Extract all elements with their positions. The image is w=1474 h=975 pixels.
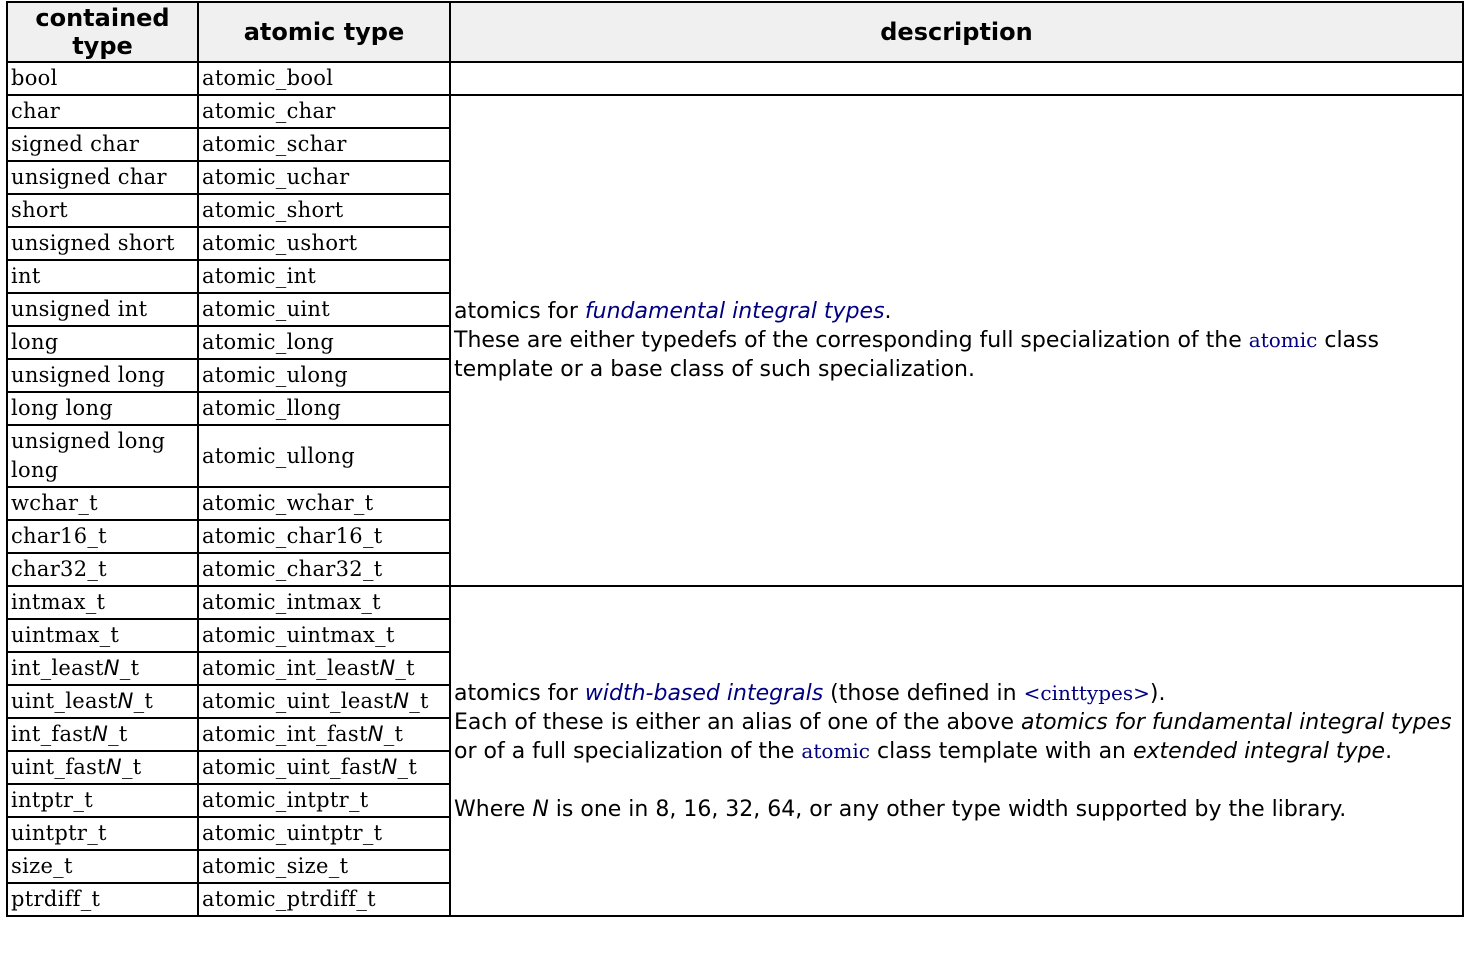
atomic-type-cell: atomic_ptrdiff_t [198,883,450,916]
width-desc-line3: Where N is one in 8, 16, 32, 64, or any other type width supported by the library. [454,796,1347,822]
header-contained-type: contained type [7,2,198,62]
atomic-type-cell: atomic_intmax_t [198,586,450,619]
header-atomic-type: atomic type [198,2,450,62]
atomics-table [6,1,1464,917]
contained-type-cell: intmax_t [7,586,198,619]
atomic-type-cell: atomic_llong [198,392,450,425]
atomic-type-cell: atomic_int_fastN_t [198,718,450,751]
fundamental-description-cell [450,95,1463,586]
atomic-type-cell: atomic_ullong [198,425,450,487]
contained-type-cell: unsigned short [7,227,198,260]
contained-type-cell: int_fastN_t [7,718,198,751]
atomic-type-cell: atomic_int [198,260,450,293]
atomic-class-link[interactable]: atomic [1248,328,1318,352]
atomic-type-cell: atomic_intptr_t [198,784,450,817]
atomic-type-cell: atomic_uint_fastN_t [198,751,450,784]
fundamental-integral-types-link[interactable]: fundamental integral types [584,299,885,324]
atomic-type-cell: atomic_ushort [198,227,450,260]
description-cell-empty [450,62,1463,95]
contained-type-cell: short [7,194,198,227]
header-description: description [450,2,1463,62]
contained-type-cell: uint_leastN_t [7,685,198,718]
table-row [7,62,1463,95]
atomic-type-cell: atomic_schar [198,128,450,161]
contained-type-cell: long [7,326,198,359]
atomic-type-cell: atomic_char32_t [198,553,450,586]
contained-type-cell: ptrdiff_t [7,883,198,916]
contained-type-cell: intptr_t [7,784,198,817]
atomic-type-cell: atomic_uchar [198,161,450,194]
atomic-class-link[interactable]: atomic [801,738,870,763]
contained-type-cell: unsigned int [7,293,198,326]
contained-type-cell: long long [7,392,198,425]
atomic-type-cell: atomic_uintmax_t [198,619,450,652]
contained-type-cell: char16_t [7,520,198,553]
contained-type-cell: unsigned char [7,161,198,194]
atomic-type-cell: atomic_short [198,194,450,227]
atomic-type-cell: atomic_uint_leastN_t [198,685,450,718]
atomic-type-cell: atomic_uintptr_t [198,817,450,850]
fundamental-desc-line1: atomics for fundamental integral types. [454,299,892,324]
cinttypes-link[interactable]: <cinttypes> [1023,680,1150,705]
contained-type-cell: unsigned long long [7,425,198,487]
contained-type-cell: uint_fastN_t [7,751,198,784]
contained-type-cell: bool [7,62,198,95]
contained-type-cell: size_t [7,850,198,883]
fundamental-desc-line2: These are either typedefs of the corresponding full specialization of the atomic class template or a base class of such specialization. [454,328,1379,382]
contained-type-cell: uintmax_t [7,619,198,652]
atomic-type-cell: atomic_char [198,95,450,128]
header-row [7,2,1463,62]
width-description-cell [450,586,1463,916]
contained-type-cell: unsigned long [7,359,198,392]
width-desc-line1: atomics for width-based integrals (those defined in <cinttypes>). [454,680,1166,706]
contained-type-cell: char32_t [7,553,198,586]
contained-type-cell: char [7,95,198,128]
width-based-integrals-link[interactable]: width-based integrals [584,680,824,706]
atomic-type-cell: atomic_ulong [198,359,450,392]
width-desc-line2: Each of these is either an alias of one of the above atomics for fundamental integral types or of a full specialization of the atomic class template with an extended integral type. [454,709,1452,764]
atomic-type-cell: atomic_uint [198,293,450,326]
table-row [7,95,1463,128]
contained-type-cell: int [7,260,198,293]
contained-type-cell: wchar_t [7,487,198,520]
atomic-type-cell: atomic_bool [198,62,450,95]
table-row [7,586,1463,619]
atomic-type-cell: atomic_long [198,326,450,359]
atomic-type-cell: atomic_wchar_t [198,487,450,520]
contained-type-cell: signed char [7,128,198,161]
atomic-type-cell: atomic_size_t [198,850,450,883]
contained-type-cell: int_leastN_t [7,652,198,685]
contained-type-cell: uintptr_t [7,817,198,850]
atomic-type-cell: atomic_char16_t [198,520,450,553]
atomic-type-cell: atomic_int_leastN_t [198,652,450,685]
